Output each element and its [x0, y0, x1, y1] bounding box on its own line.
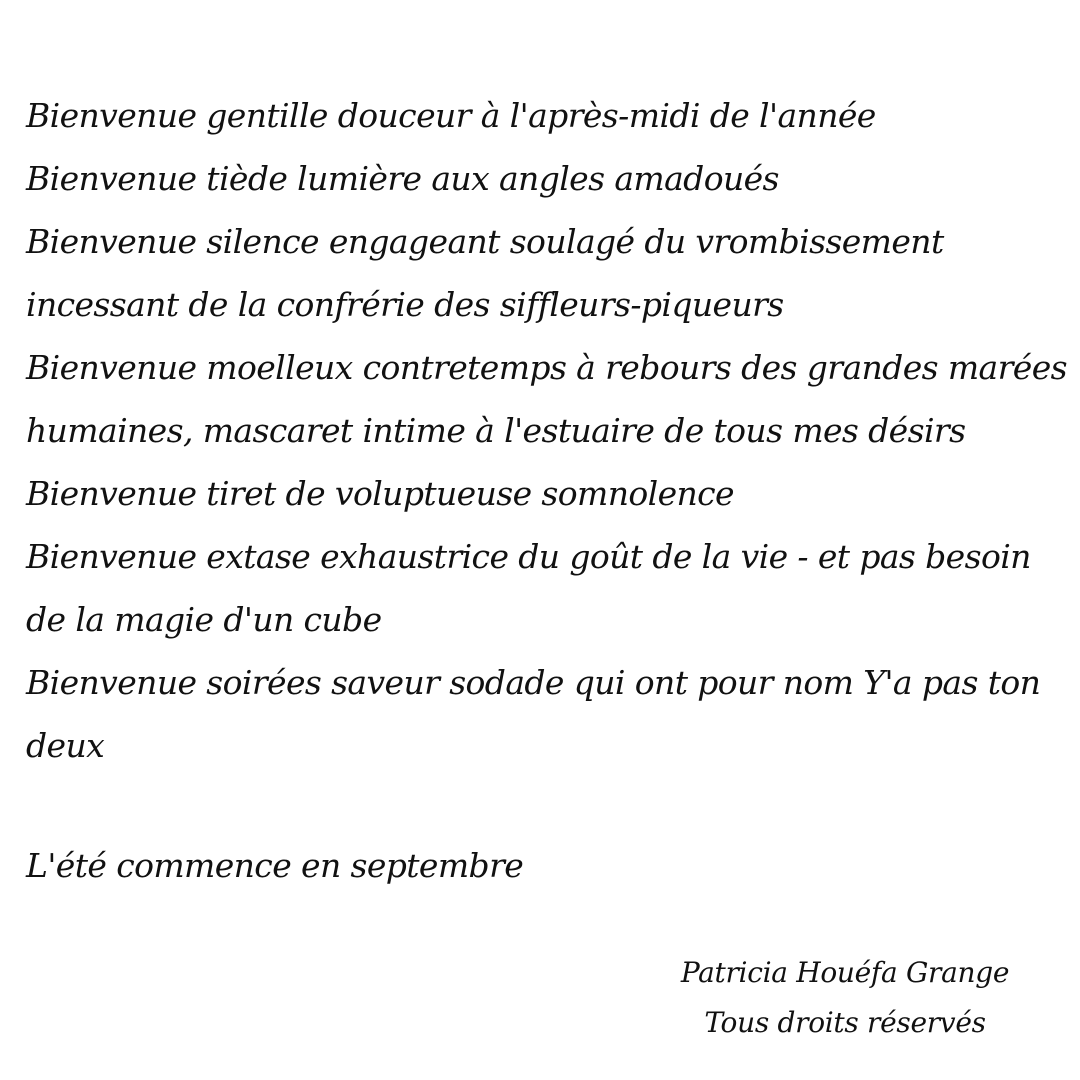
poem-line: Bienvenue gentille douceur à l'après-midi de l'année	[26, 96, 876, 135]
poem-line: incessant de la confrérie des siffleurs-piqueurs	[26, 285, 784, 324]
signature-block	[640, 948, 1050, 1048]
poem-closing-line: L'été commence en septembre	[26, 846, 524, 885]
poem-body	[26, 84, 1066, 777]
poem-line: Bienvenue tiret de voluptueuse somnolence	[26, 474, 734, 513]
poem-line: Bienvenue silence engageant soulagé du vrombissement	[26, 222, 944, 261]
rights-notice: Tous droits réservés	[704, 1006, 986, 1039]
author-name: Patricia Houéfa Grange	[680, 956, 1010, 989]
poem-line: Bienvenue tiède lumière aux angles amadoués	[26, 159, 779, 198]
poem-line: de la magie d'un cube	[26, 600, 382, 639]
poem-line: humaines, mascaret intime à l'estuaire de tous mes désirs	[26, 411, 966, 450]
poem-line: deux	[26, 726, 105, 765]
poem-line: Bienvenue moelleux contretemps à rebours des grandes marées	[26, 348, 1067, 387]
poem-line: Bienvenue soirées saveur sodade qui ont pour nom Y'a pas ton	[26, 663, 1041, 702]
poem-line: Bienvenue extase exhaustrice du goût de la vie - et pas besoin	[26, 537, 1031, 576]
